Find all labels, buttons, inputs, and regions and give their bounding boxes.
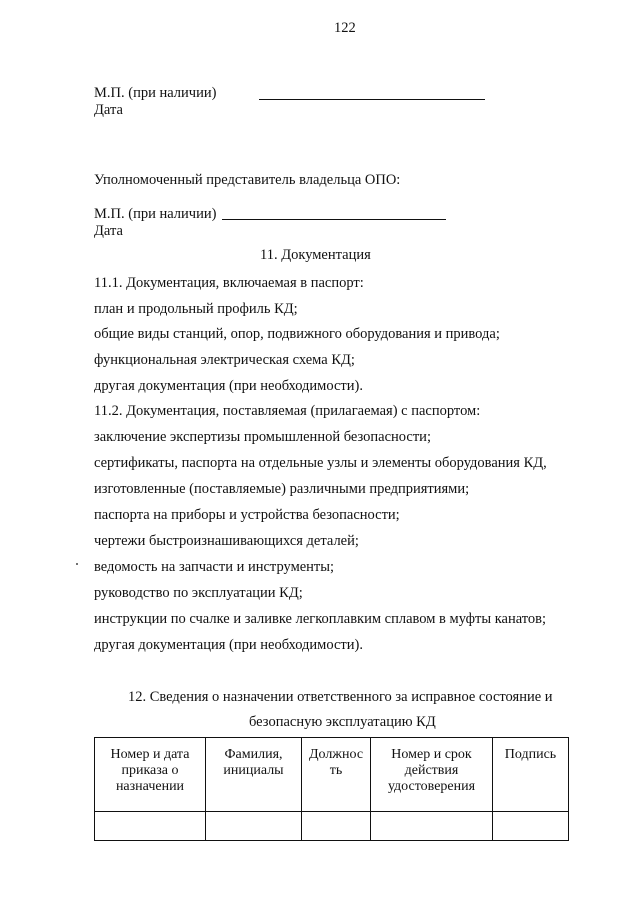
section-heading: 12. Сведения о назначении ответственного за исправное состояние и — [128, 689, 553, 705]
list-item: другая документация (при необходимости). — [94, 378, 363, 394]
column-header-signature — [493, 738, 569, 812]
column-header-order — [95, 738, 206, 812]
table-row — [95, 812, 569, 841]
list-item: паспорта на приборы и устройства безопасности; — [94, 507, 400, 523]
subsection-title: 11.2. Документация, поставляемая (прилагаемая) с паспортом: — [94, 403, 481, 419]
stamp-label: М.П. (при наличии) — [94, 85, 217, 101]
header-line: Подпись — [504, 747, 557, 762]
list-item: другая документация (при необходимости). — [94, 637, 363, 653]
representative-label: Уполномоченный представитель владельца ОПО: — [94, 172, 401, 188]
list-item: руководство по эксплуатации КД; — [94, 585, 303, 601]
signature-line — [222, 219, 446, 220]
header-line: инициалы — [223, 763, 284, 778]
header-line: удостоверения — [387, 779, 476, 794]
list-item: ведомость на запчасти и инструменты; — [94, 559, 335, 575]
table-cell — [371, 812, 493, 841]
header-line: Должнос — [308, 747, 364, 762]
column-header-certificate — [371, 738, 493, 812]
date-label: Дата — [94, 223, 123, 239]
date-label: Дата — [94, 102, 123, 118]
section-heading: 11. Документация — [260, 247, 371, 263]
signature-line — [259, 99, 485, 100]
header-line: Номер и дата — [110, 747, 190, 762]
responsible-person-table — [94, 737, 569, 841]
list-item: заключение экспертизы промышленной безопасности; — [94, 429, 431, 445]
stamp-label: М.П. (при наличии) — [94, 206, 217, 222]
table-cell — [206, 812, 302, 841]
list-item: план и продольный профиль КД; — [94, 301, 298, 317]
section-heading: безопасную эксплуатацию КД — [249, 714, 436, 730]
list-item: изготовленные (поставляемые) различными предприятиями; — [94, 481, 470, 497]
page-number: 122 — [334, 20, 356, 36]
header-line: ть — [329, 763, 343, 778]
header-line: Фамилия, — [224, 747, 283, 762]
header-line: приказа о — [121, 763, 179, 778]
list-item: инструкции по счалке и заливке легкоплавким сплавом в муфты канатов; — [94, 611, 547, 627]
column-header-position — [302, 738, 371, 812]
header-line: Номер и срок — [391, 747, 472, 762]
table-cell — [302, 812, 371, 841]
header-line: действия — [404, 763, 459, 778]
list-item: общие виды станций, опор, подвижного оборудования и привода; — [94, 326, 500, 342]
table-header-row — [95, 738, 569, 812]
list-item: чертежи быстроизнашивающихся деталей; — [94, 533, 359, 549]
subsection-title: 11.1. Документация, включаемая в паспорт: — [94, 275, 364, 291]
list-item: функциональная электрическая схема КД; — [94, 352, 355, 368]
list-item: сертификаты, паспорта на отдельные узлы и элементы оборудования КД, — [94, 455, 547, 471]
header-line: назначении — [115, 779, 185, 794]
table-cell — [493, 812, 569, 841]
table-cell — [95, 812, 206, 841]
column-header-name — [206, 738, 302, 812]
scan-speck — [76, 563, 78, 565]
